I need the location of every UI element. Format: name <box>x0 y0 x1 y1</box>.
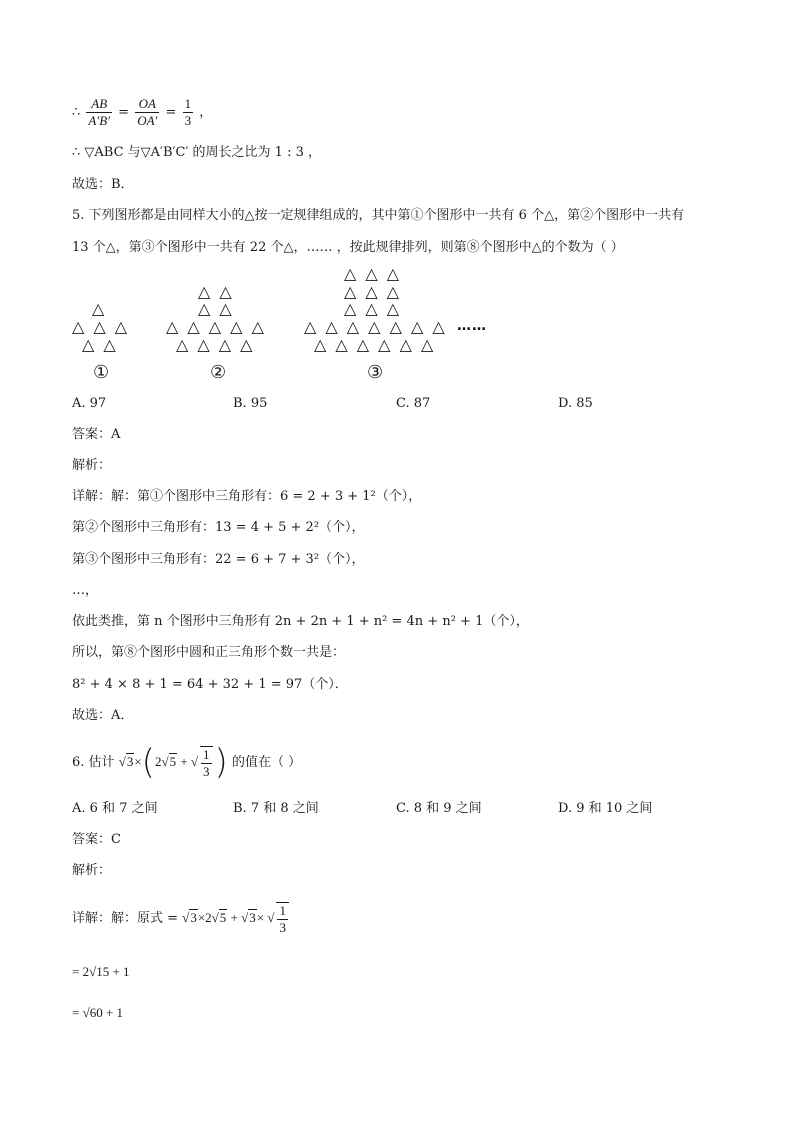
q6-option-b: B. 7 和 8 之间 <box>233 801 319 816</box>
q5-detail-4: …， <box>72 583 99 598</box>
q6-analysis-label: 解析： <box>72 863 112 878</box>
q6-detail-2: = 2√15 + 1 <box>72 964 130 979</box>
figure-label-2: ② <box>210 362 227 383</box>
q5-option-a: A. 97 <box>72 396 107 411</box>
fig1-row: △ △ △ <box>72 317 130 336</box>
q5-stem-line2: 13 个△，第③个图形中一共有 22 个△，…… ，按此规律排列，则第⑧个图形中△的个数为（ ） <box>72 240 624 255</box>
q6-option-c: C. 8 和 9 之间 <box>396 801 482 816</box>
q6-detail-3: = √60 + 1 <box>72 1005 124 1020</box>
q5-answer: 答案：A <box>72 427 121 442</box>
ratio-equation: ∴ $\frac{AB}{A'B'}$ = $\frac{OA}{OA'}$ = $\frac{1}{3}$ ， <box>72 96 213 128</box>
sqrt3-expression: √3× <box>118 754 142 769</box>
q6-detail-1: 详解：解：原式 = √3×2√5 + √3× √ $\frac{1}{3}$ <box>72 900 291 937</box>
prev-answer: 故选：B． <box>72 177 134 192</box>
q5-detail-6: 所以，第⑧个图形中圆和正三角形个数一共是： <box>72 645 346 660</box>
q6-stem: 6. 估计 √3×(2√5 + √ $\frac{1}{3}$ ) 的值在（ ） <box>72 742 302 783</box>
ellipsis: …… <box>457 318 487 334</box>
q5-option-b: B. 95 <box>233 396 268 411</box>
q5-detail-3: 第③个图形中三角形有：22 = 6 + 7 + 3²（个）， <box>72 552 365 567</box>
fig1-row: △ △ <box>82 335 118 354</box>
fraction-ab: $\frac{AB}{A'B'}$ <box>88 96 110 128</box>
q6-option-a: A. 6 和 7 之间 <box>72 801 158 816</box>
q5-detail-1: 详解：解：第①个图形中三角形有：6 = 2 + 3 + 1²（个）， <box>72 489 422 504</box>
fig3-row: △ △ △ <box>344 299 402 318</box>
q5-detail-2: 第②个图形中三角形有：13 = 4 + 5 + 2²（个）， <box>72 520 365 535</box>
q6-answer: 答案：C <box>72 832 121 847</box>
figure-label-1: ① <box>93 362 110 383</box>
inner-expression: 2√5 + √ $\frac{1}{3}$ <box>155 754 215 769</box>
q5-analysis-label: 解析： <box>72 458 112 473</box>
fraction-one-third: $\frac{1}{3}$ <box>184 96 192 128</box>
q5-detail-5: 依此类推，第 n 个图形中三角形有 2n + 2n + 1 + n² = 4n + n² + 1（个）， <box>72 614 529 629</box>
q5-detail-7: 8² + 4 × 8 + 1 = 64 + 32 + 1 = 97（个）． <box>72 677 348 692</box>
q5-option-d: D. 85 <box>558 396 593 411</box>
q5-stem-line1: 5. 下列图形都是由同样大小的△按一定规律组成的，其中第①个图形中一共有 6 个△，第②个图形中一共有 <box>72 208 685 223</box>
q6-option-d: D. 9 和 10 之间 <box>558 801 653 816</box>
fraction-oa: $\frac{OA}{OA'}$ <box>137 96 158 128</box>
fig2-row: △ △ <box>198 282 234 301</box>
fig3-row: △ △ △ △ △ △ <box>314 335 436 354</box>
q5-option-c: C. 87 <box>396 396 431 411</box>
fig3-row: △ △ △ △ △ △ △ <box>304 317 447 336</box>
q5-choose: 故选：A． <box>72 708 134 723</box>
fig1-row: △ <box>92 299 107 318</box>
fig3-row: △ △ △ <box>344 282 402 301</box>
therefore-symbol: ∴ <box>72 105 81 120</box>
fig2-row: △ △ <box>198 299 234 318</box>
fig3-row: △ △ △ <box>344 264 402 283</box>
perimeter-ratio-line: ∴ ▽ABC 与▽A′B′C′ 的周长之比为 1 : 3 ， <box>72 145 321 160</box>
figure-label-3: ③ <box>367 362 384 383</box>
fig2-row: △ △ △ △ <box>176 335 255 354</box>
fig2-row: △ △ △ △ △ <box>166 317 266 336</box>
